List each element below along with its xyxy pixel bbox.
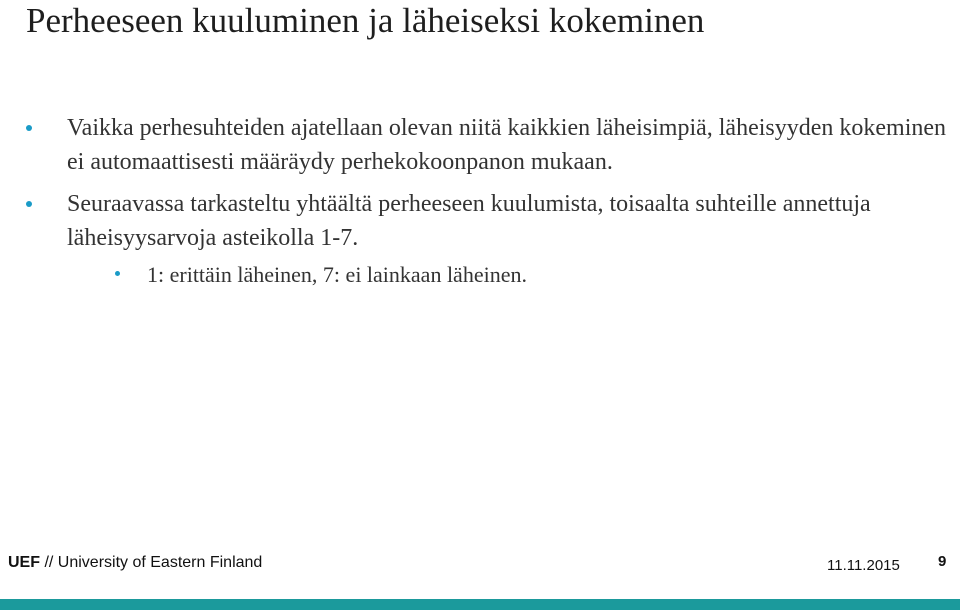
sub-bullet-item: [67, 259, 950, 291]
footer-brand: [8, 553, 262, 573]
page-number: 9: [938, 553, 947, 570]
bullet-text: Seuraavassa tarkasteltu yhtäältä perheeseen kuulumista, toisaalta suhteille annettuja läheisyysarvoja asteikolla 1-7.: [67, 191, 871, 251]
bullet-item: [20, 187, 950, 291]
bullet-text: Vaikka perhesuhteiden ajatellaan olevan niitä kaikkien läheisimpiä, läheisyyden kokeminen ei automaattisesti määräydy perhekokoonpanon mukaan.: [67, 115, 947, 175]
footer-date: 11.11.2015: [827, 557, 900, 574]
sub-bullet-text: 1: erittäin läheinen, 7: ei lainkaan läheinen.: [147, 262, 527, 287]
slide-title: Perheeseen kuuluminen ja läheiseksi kokeminen: [26, 1, 705, 40]
bullet-dot-icon: [115, 271, 120, 276]
brand-separator: //: [40, 554, 58, 571]
bullet-dot-icon: [26, 201, 32, 207]
brand-abbreviation: UEF: [8, 554, 40, 571]
bullet-item: [20, 111, 950, 179]
bullet-list: [20, 111, 950, 299]
footer-bar: [0, 599, 960, 610]
brand-name: University of Eastern Finland: [57, 554, 263, 571]
bullet-dot-icon: [26, 125, 32, 131]
